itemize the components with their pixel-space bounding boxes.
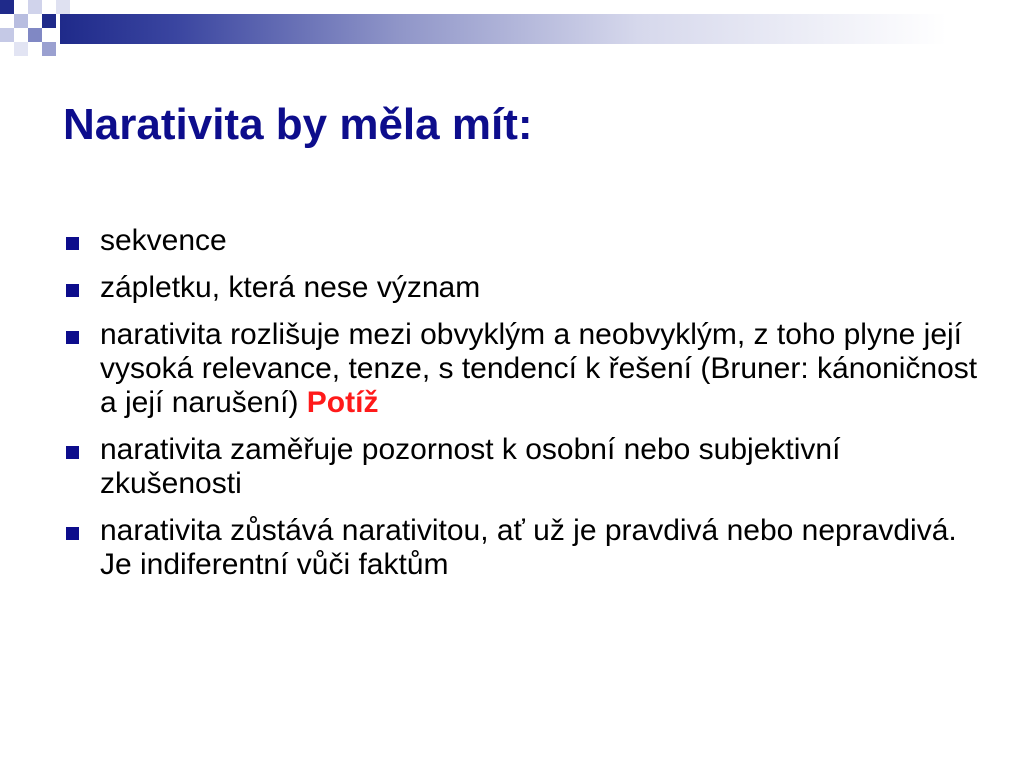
list-item — [62, 224, 982, 258]
square-bullet-icon — [66, 284, 79, 297]
highlight-text: Potíž — [306, 386, 379, 419]
deco-square — [0, 28, 14, 42]
square-bullet-icon — [66, 331, 79, 344]
header-gradient-bar — [60, 14, 1024, 44]
list-item — [62, 514, 982, 582]
list-item — [62, 433, 982, 501]
slide-title: Narativita by měla mít: — [63, 100, 533, 149]
list-item-text: narativita rozlišuje mezi obvyklým a neobvyklým, z toho plyne její vysoká relevance, tenze, s tendencí k řešení (Bruner: kánoničnost a její narušení) — [100, 318, 978, 419]
deco-square — [28, 0, 42, 14]
list-item-text: narativita zůstává narativitou, ať už je pravdivá nebo nepravdivá. Je indiferentní vůči faktům — [100, 514, 957, 581]
deco-square — [56, 0, 70, 14]
deco-square — [0, 0, 14, 14]
square-bullet-icon — [66, 527, 79, 540]
list-item-text: zápletku, která nese význam — [100, 271, 481, 304]
square-bullet-icon — [66, 446, 79, 459]
deco-square — [14, 14, 28, 28]
deco-square — [28, 28, 42, 42]
list-item — [62, 271, 982, 305]
deco-square — [42, 14, 56, 28]
square-bullet-icon — [66, 237, 79, 250]
list-item-text: narativita zaměřuje pozornost k osobní nebo subjektivní zkušenosti — [100, 433, 841, 500]
list-item-text: sekvence — [100, 224, 227, 257]
bullet-list — [62, 224, 982, 595]
deco-square — [14, 42, 28, 56]
list-item — [62, 318, 982, 420]
deco-square — [42, 42, 56, 56]
